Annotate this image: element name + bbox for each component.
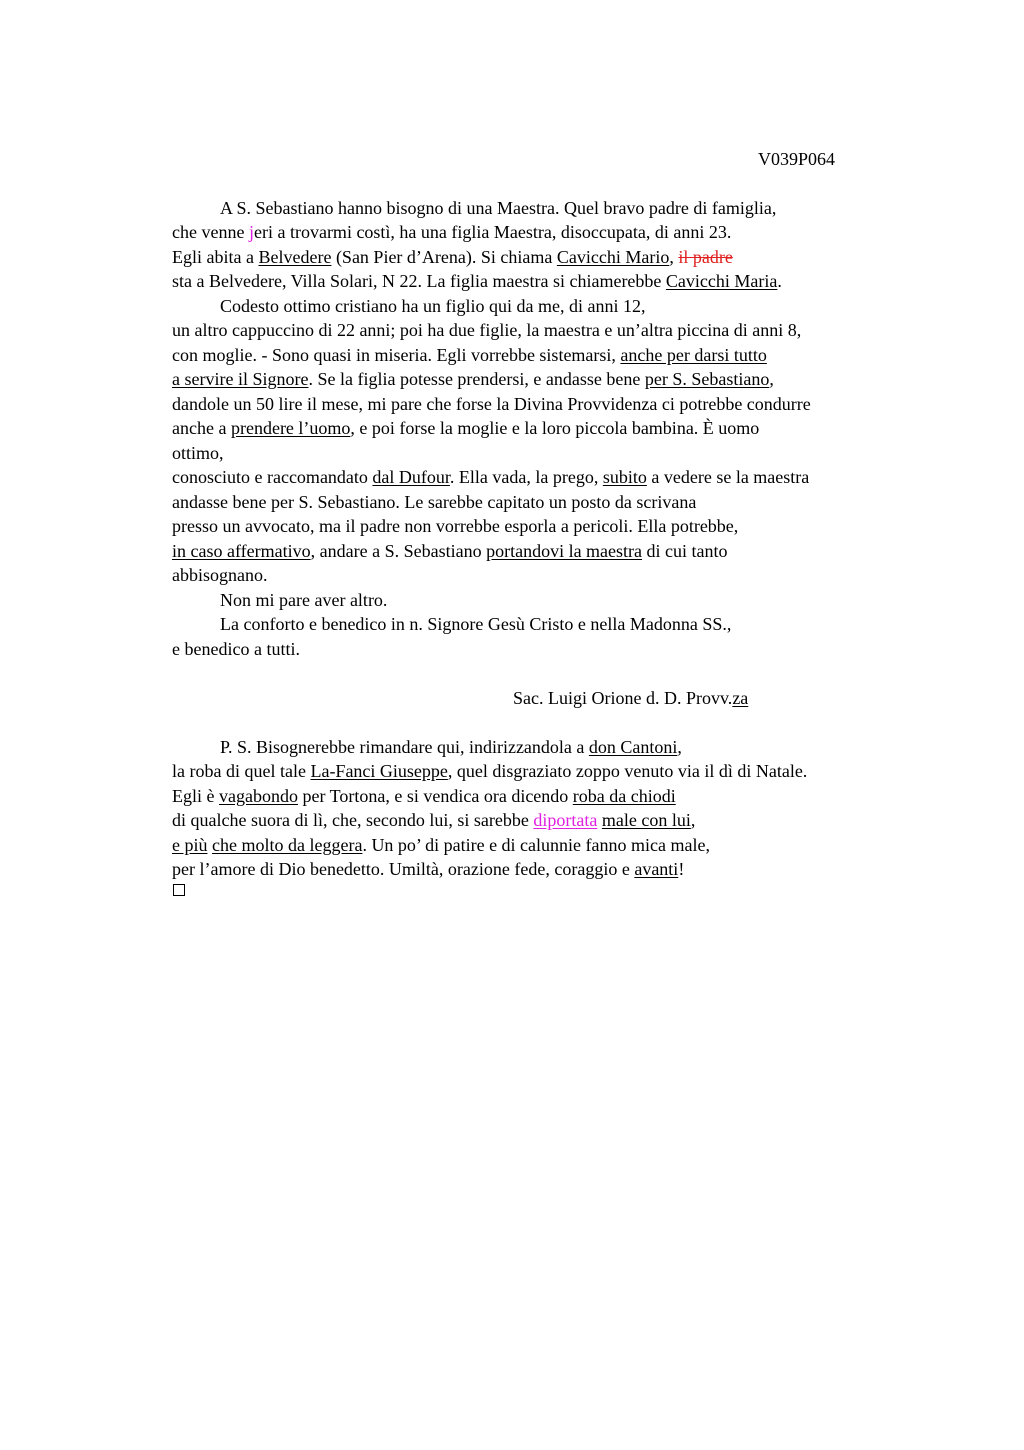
body-line: conosciuto e raccomandato dal Dufour. Ella vada, la prego, subito a vedere se la maestra [172, 467, 810, 487]
body-line: che venne jeri a trovarmi costì, ha una figlia Maestra, disoccupata, di anni 23. [172, 222, 732, 242]
body-line: in caso affermativo, andare a S. Sebastiano portandovi la maestra di cui tanto [172, 541, 728, 561]
signature: Sac. Luigi Orione d. D. Provv.za [513, 688, 749, 708]
body-line: Codesto ottimo cristiano ha un figlio qui da me, di anni 12, [220, 296, 646, 316]
body-line: a servire il Signore. Se la figlia potesse prendersi, e andasse bene per S. Sebastiano, [172, 369, 774, 389]
body-line: un altro cappuccino di 22 anni; poi ha due figlie, la maestra e un’altra piccina di anni 8, [172, 320, 802, 340]
ps-line: P. S. Bisognerebbe rimandare qui, indirizzandola a don Cantoni, [220, 737, 682, 757]
body-line: ottimo, [172, 443, 224, 463]
body-line: con moglie. - Sono quasi in miseria. Egli vorrebbe sistemarsi, anche per darsi tutto [172, 345, 767, 365]
deleted-text: il padre [678, 247, 733, 267]
body-line: Non mi pare aver altro. [220, 590, 388, 610]
body-line: presso un avvocato, ma il padre non vorrebbe esporla a pericoli. Ella potrebbe, [172, 516, 739, 536]
body-line: anche a prendere l’uomo, e poi forse la moglie e la loro piccola bambina. È uomo [172, 418, 760, 438]
body-line: Egli abita a Belvedere (San Pier d’Arena). Si chiama Cavicchi Mario, il padre [172, 247, 733, 267]
end-mark-box [173, 884, 185, 896]
body-line: e benedico a tutti. [172, 639, 300, 659]
body-line: dandole un 50 lire il mese, mi pare che forse la Divina Provvidenza ci potrebbe condurre [172, 394, 811, 414]
body-line: andasse bene per S. Sebastiano. Le sarebbe capitato un posto da scrivana [172, 492, 697, 512]
ps-line: per l’amore di Dio benedetto. Umiltà, orazione fede, coraggio e avanti! [172, 859, 685, 879]
document-reference: V039P064 [758, 149, 836, 169]
body-line: sta a Belvedere, Villa Solari, N 22. La figlia maestra si chiamerebbe Cavicchi Maria. [172, 271, 782, 291]
body-line: La conforto e benedico in n. Signore Gesù Cristo e nella Madonna SS., [220, 614, 732, 634]
ps-line: Egli è vagabondo per Tortona, e si vendica ora dicendo roba da chiodi [172, 786, 676, 806]
body-line: A S. Sebastiano hanno bisogno di una Maestra. Quel bravo padre di famiglia, [220, 198, 777, 218]
body-line: abbisognano. [172, 565, 268, 585]
ps-line: e più che molto da leggera. Un po’ di patire e di calunnie fanno mica male, [172, 835, 710, 855]
ps-line: di qualche suora di lì, che, secondo lui, si sarebbe diportata male con lui, [172, 810, 696, 830]
ps-line: la roba di quel tale La-Fanci Giuseppe, quel disgraziato zoppo venuto via il dì di Natale. [172, 761, 808, 781]
